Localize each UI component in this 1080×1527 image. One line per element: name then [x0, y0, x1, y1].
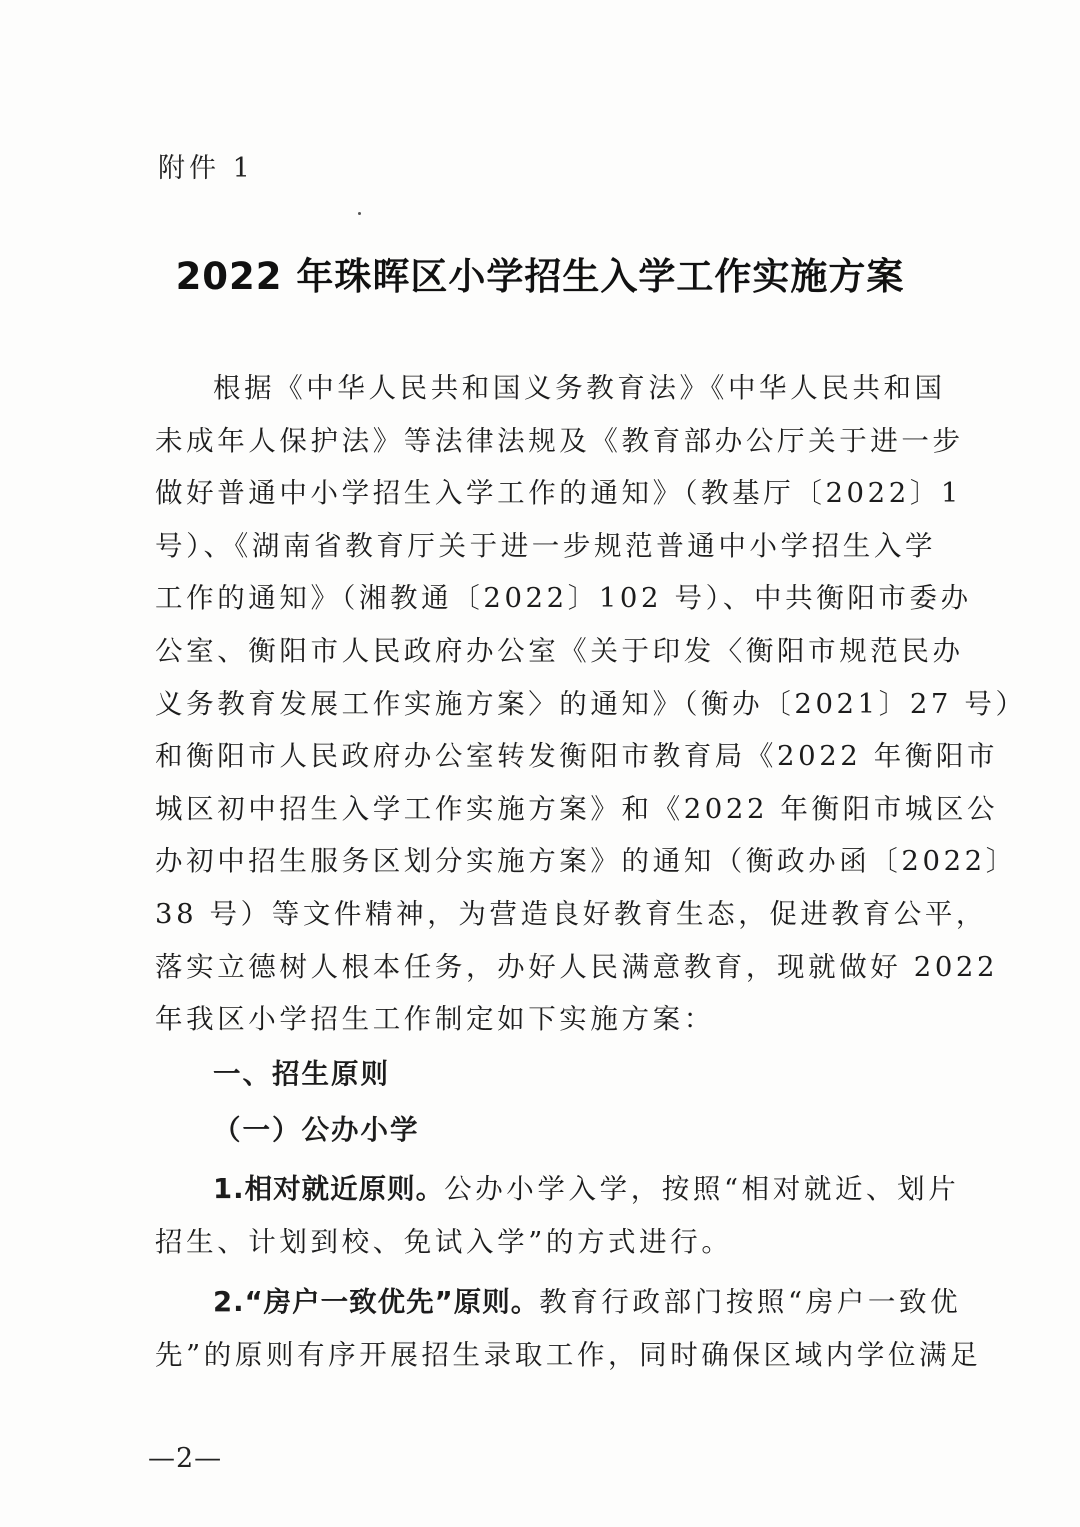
intro-line: 未成年人保护法》等法律法规及《教育部办公厅关于进一步 [155, 424, 964, 457]
intro-line: 办初中招生服务区划分实施方案》的通知（衡政办函〔2022〕 [155, 845, 1017, 878]
principle-2-text: 教育行政部门按照“房户一致优 [539, 1286, 962, 1319]
intro-line: 和衡阳市人民政府办公室转发衡阳市教育局《2022 年衡阳市 [155, 740, 999, 773]
intro-line: 落实立德树人根本任务，办好人民满意教育，现就做好 2022 [155, 950, 999, 983]
intro-line: 工作的通知》（湘教通〔2022〕102 号）、中共衡阳市委办 [155, 582, 972, 615]
principle-2-lead: 2.“房户一致优先”原则。 [213, 1286, 540, 1319]
intro-line: 根据《中华人民共和国义务教育法》《中华人民共和国 [213, 372, 946, 404]
principle-1-continuation: 招生、计划到校、免试入学”的方式进行。 [155, 1225, 733, 1258]
attachment-label: 附件 1 [158, 153, 254, 184]
page-number: —2— [148, 1443, 223, 1474]
intro-line: 做好普通中小学招生入学工作的通知》（教基厅〔2022〕1 [155, 477, 963, 510]
intro-line: 号）、《湖南省教育厅关于进一步规范普通中小学招生入学 [155, 529, 937, 562]
scan-speck [358, 212, 361, 215]
principle-2-line [155, 1276, 962, 1329]
principle-1-lead: 1.相对就近原则。 [213, 1172, 445, 1205]
intro-line: 38 号）等文件精神，为营造良好教育生态，促进教育公平， [155, 897, 988, 930]
intro-line: 城区初中招生入学工作实施方案》和《2022 年衡阳市城区公 [155, 792, 999, 825]
intro-line: 公室、衡阳市人民政府办公室《关于印发〈衡阳市规范民办 [155, 634, 964, 667]
principle-2-continuation: 先”的原则有序开展招生录取工作，同时确保区域内学位满足 [155, 1338, 982, 1371]
document-body [155, 362, 1027, 1381]
subsection-heading: （一）公办小学 [213, 1114, 420, 1147]
document-title: 2022 年珠晖区小学招生入学工作实施方案 [175, 255, 905, 298]
principle-1-text: 公办小学入学，按照“相对就近、划片 [444, 1172, 960, 1205]
intro-line: 年我区小学招生工作制定如下实施方案： [155, 1003, 715, 1036]
section-heading: 一、招生原则 [213, 1057, 390, 1090]
principle-1-line [155, 1163, 960, 1216]
intro-line: 义务教育发展工作实施方案〉的通知》（衡办〔2021〕27 号） [155, 687, 1027, 720]
